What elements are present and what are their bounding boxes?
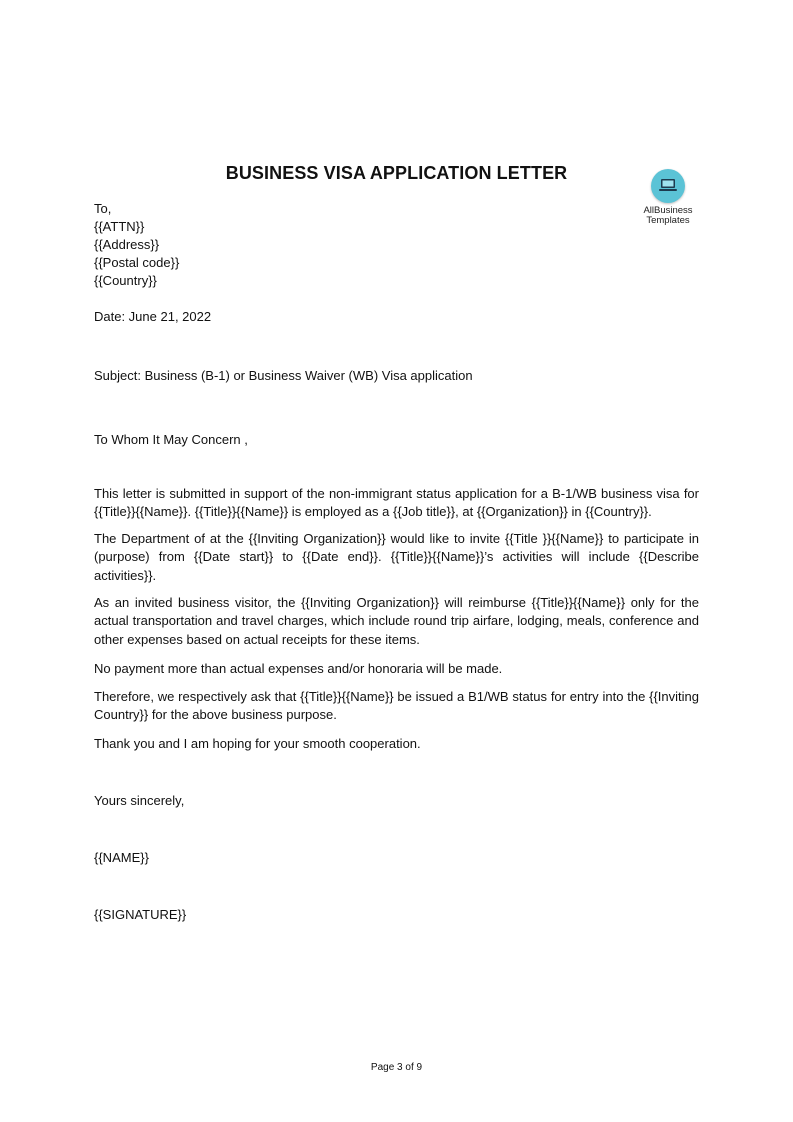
recipient-address [94,200,699,290]
letter-subject: Subject: Business (B-1) or Business Waiver (WB) Visa application [94,368,473,383]
laptop-icon [658,178,678,194]
closing: Yours sincerely, [94,793,185,808]
body-paragraph: This letter is submitted in support of the non-immigrant status application for a B-1/WB business visa for {{Title}}{{Name}}. {{Title}}{{Name}} is employed as a {{Job title}}, at {{Organization}} in {{Country}}. [94,486,699,520]
logo-line-1: AllBusiness [643,205,693,216]
body-paragraph: Therefore, we respectively ask that {{Title}}{{Name}} be issued a B1/WB status for entry into the {{Inviting Country}} for the above business purpose. [94,689,699,723]
body-paragraph: The Department of at the {{Inviting Organization}} would like to invite {{Title }}{{Name}} to participate in (purpose) from {{Date start}} to {{Date end}}. {{Title}}{{Name}}’s activities will include {{Describe activities}}. [94,531,699,583]
address-line: {{ATTN}} [94,219,145,234]
address-line: {{Country}} [94,273,157,288]
address-line: {{Address}} [94,237,160,252]
letter-date: Date: June 21, 2022 [94,309,212,324]
page-number: Page 3 of 9 [370,1062,423,1073]
sender-name: {{NAME}} [94,850,149,865]
address-line: To, [94,201,112,216]
body-paragraph: As an invited business visitor, the {{Inviting Organization}} will reimburse {{Title}}{{Name}} only for the actual transportation and travel charges, which include round trip airfare, lodging, meals, conference and other expenses based on actual receipts for these items. [94,595,699,647]
salutation: To Whom It May Concern , [94,432,248,447]
body-paragraph: Thank you and I am hoping for your smooth cooperation. [94,736,421,751]
address-line: {{Postal code}} [94,255,180,270]
logo-badge [651,169,685,203]
logo-line-2: Templates [646,215,690,226]
signature: {{SIGNATURE}} [94,907,187,922]
body-paragraph: No payment more than actual expenses and/or honoraria will be made. [94,661,503,676]
letter-title: BUSINESS VISA APPLICATION LETTER [225,163,568,183]
